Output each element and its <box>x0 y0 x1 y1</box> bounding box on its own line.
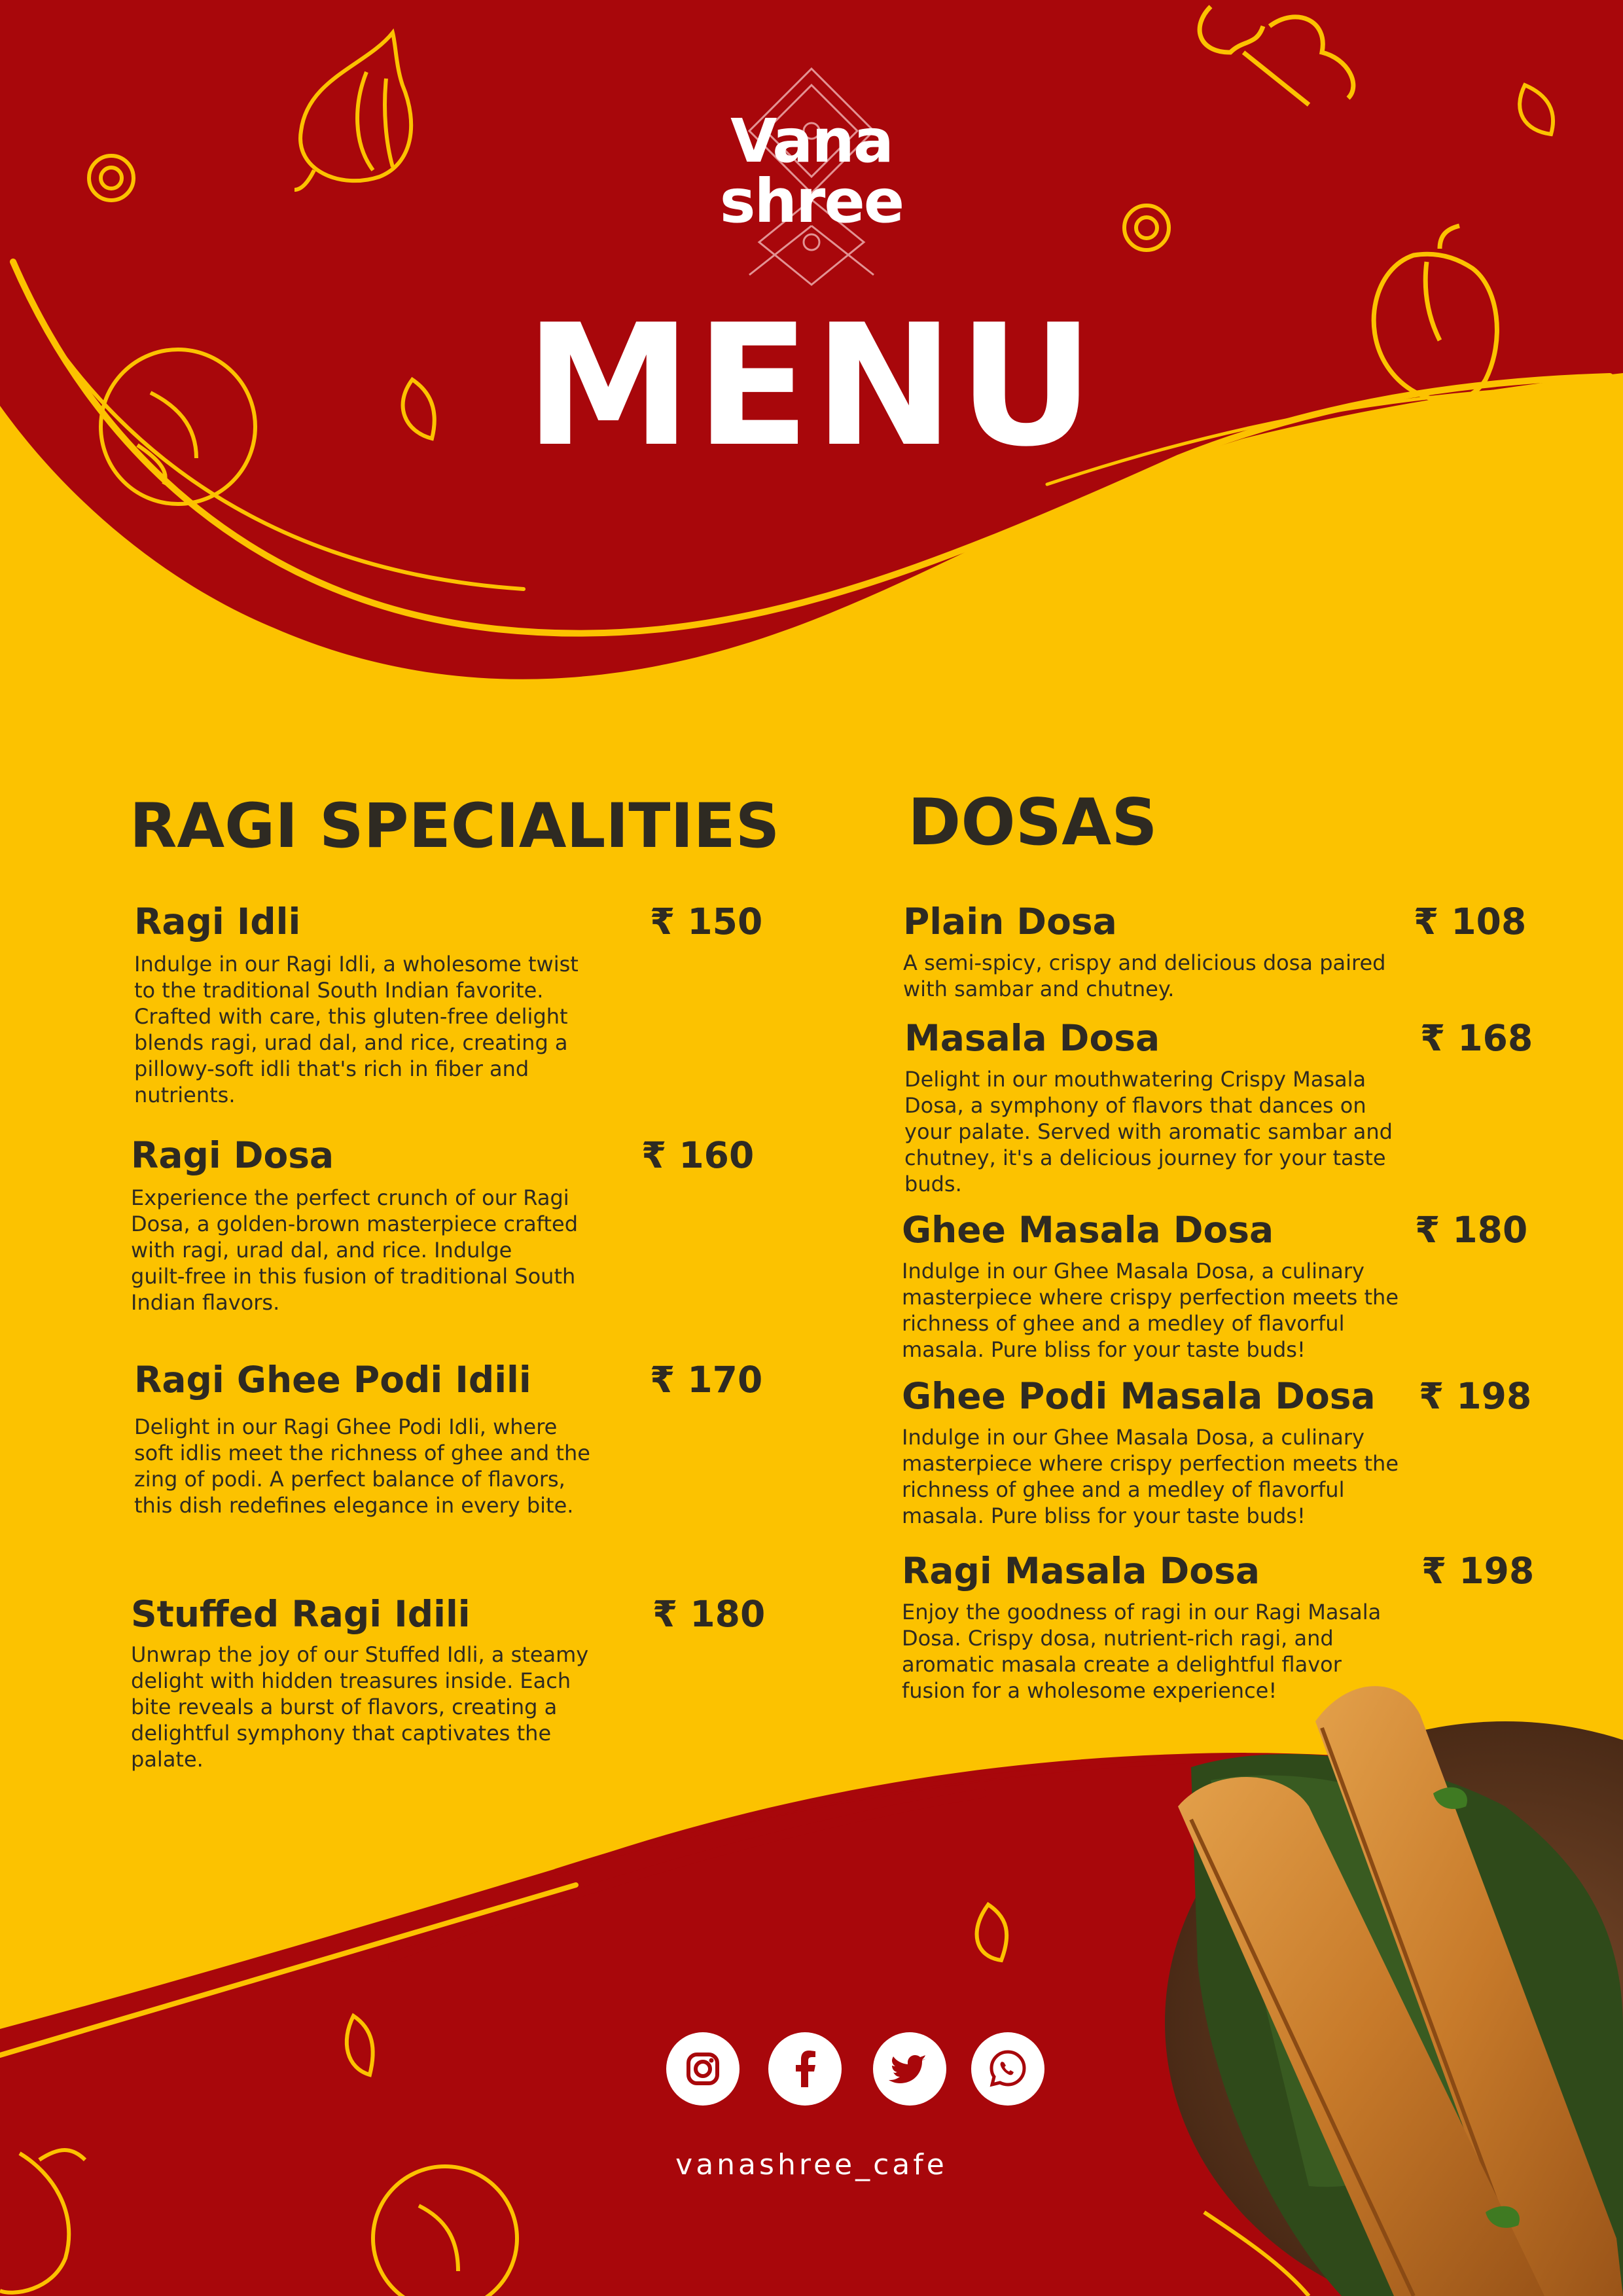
item-name: Ghee Masala Dosa <box>902 1209 1274 1251</box>
item-description: A semi-spicy, crispy and delicious dosa paired with sambar and chutney. <box>903 950 1386 1001</box>
brand-name: Vana shree <box>719 106 904 236</box>
item-name: Ragi Dosa <box>131 1134 334 1176</box>
menu-item-plain-dosa <box>903 900 1525 1005</box>
item-price: ₹ 170 <box>650 1359 763 1401</box>
item-name: Masala Dosa <box>904 1017 1160 1059</box>
section-title-ragi: RAGI SPECIALITIES <box>130 791 780 862</box>
menu-item-ragi-dosa <box>131 1134 759 1330</box>
whatsapp-button[interactable] <box>971 2032 1044 2106</box>
twitter-button[interactable] <box>873 2032 946 2106</box>
item-name: Ragi Masala Dosa <box>902 1550 1260 1592</box>
whatsapp-icon <box>971 2032 1044 2106</box>
item-price: ₹ 180 <box>1415 1209 1528 1251</box>
item-price: ₹ 198 <box>1421 1550 1535 1592</box>
item-name: Stuffed Ragi Idili <box>131 1593 471 1635</box>
item-price: ₹ 180 <box>652 1593 766 1635</box>
item-description: Enjoy the goodness of ragi in our Ragi Masala Dosa. Crispy dosa, nutrient-rich ragi, and aromatic masala create a delightful flavor fusion for a wholesome experience! <box>902 1600 1382 1703</box>
twitter-icon <box>873 2032 946 2106</box>
menu-item-ghee-podi-masala-dosa <box>902 1374 1532 1532</box>
menu-item-masala-dosa <box>904 1016 1533 1200</box>
item-name: Ghee Podi Masala Dosa <box>902 1375 1376 1417</box>
facebook-button[interactable] <box>768 2032 842 2106</box>
item-price: ₹ 198 <box>1419 1375 1532 1417</box>
item-description: Indulge in our Ghee Masala Dosa, a culinary masterpiece where crispy perfection meets the richness of ghee and a medley of flavorful masala. Pure bliss for your taste buds! <box>902 1425 1399 1528</box>
item-name: Plain Dosa <box>903 901 1117 942</box>
menu-item-ghee-masala-dosa <box>902 1208 1528 1365</box>
item-description: Delight in our Ragi Ghee Podi Idli, where soft idlis meet the richness of ghee and the zing of podi. A perfect balance of flavors, this dish redefines elegance in every bite. <box>134 1414 590 1518</box>
facebook-icon <box>768 2032 842 2106</box>
item-description: Delight in our mouthwatering Crispy Masala Dosa, a symphony of flavors that dances on your palate. Served with aromatic sambar and chutney, it's a delicious journey for your taste buds. <box>904 1067 1393 1196</box>
menu-item-stuffed-ragi-idili <box>131 1592 766 1789</box>
brand-logo <box>681 65 942 288</box>
instagram-button[interactable] <box>666 2032 740 2106</box>
menu-item-ragi-idli <box>134 900 762 1109</box>
menu-item-ragi-ghee-podi-idili <box>134 1358 762 1528</box>
social-handle: vanashree_cafe <box>675 2148 948 2181</box>
instagram-icon <box>666 2032 740 2106</box>
item-name: Ragi Idli <box>134 901 301 942</box>
item-price: ₹ 108 <box>1414 901 1527 942</box>
item-price: ₹ 168 <box>1420 1017 1533 1059</box>
item-price: ₹ 160 <box>641 1134 755 1176</box>
item-description: Experience the perfect crunch of our Ragi Dosa, a golden-brown masterpiece crafted with ragi, urad dal, and rice. Indulge guilt-free in this fusion of traditional South Indian flavors. <box>131 1185 578 1315</box>
item-description: Indulge in our Ghee Masala Dosa, a culinary masterpiece where crispy perfection meets the richness of ghee and a medley of flavorful masala. Pure bliss for your taste buds! <box>902 1259 1399 1362</box>
section-title-dosas: DOSAS <box>908 785 1158 860</box>
item-description: Unwrap the joy of our Stuffed Idli, a steamy delight with hidden treasures inside. Each bite reveals a burst of flavors, creating a delightful symphony that captivates the palate. <box>131 1642 589 1772</box>
item-name: Ragi Ghee Podi Idili <box>134 1359 531 1401</box>
page-title: MENU <box>525 289 1098 484</box>
menu-item-ragi-masala-dosa <box>902 1549 1535 1706</box>
item-description: Indulge in our Ragi Idli, a wholesome twist to the traditional South Indian favorite. Crafted with care, this gluten-free delight blends ragi, urad dal, and rice, creating a pillowy-soft idli that's rich in fiber and nutrients. <box>134 952 579 1107</box>
item-price: ₹ 150 <box>650 901 763 942</box>
